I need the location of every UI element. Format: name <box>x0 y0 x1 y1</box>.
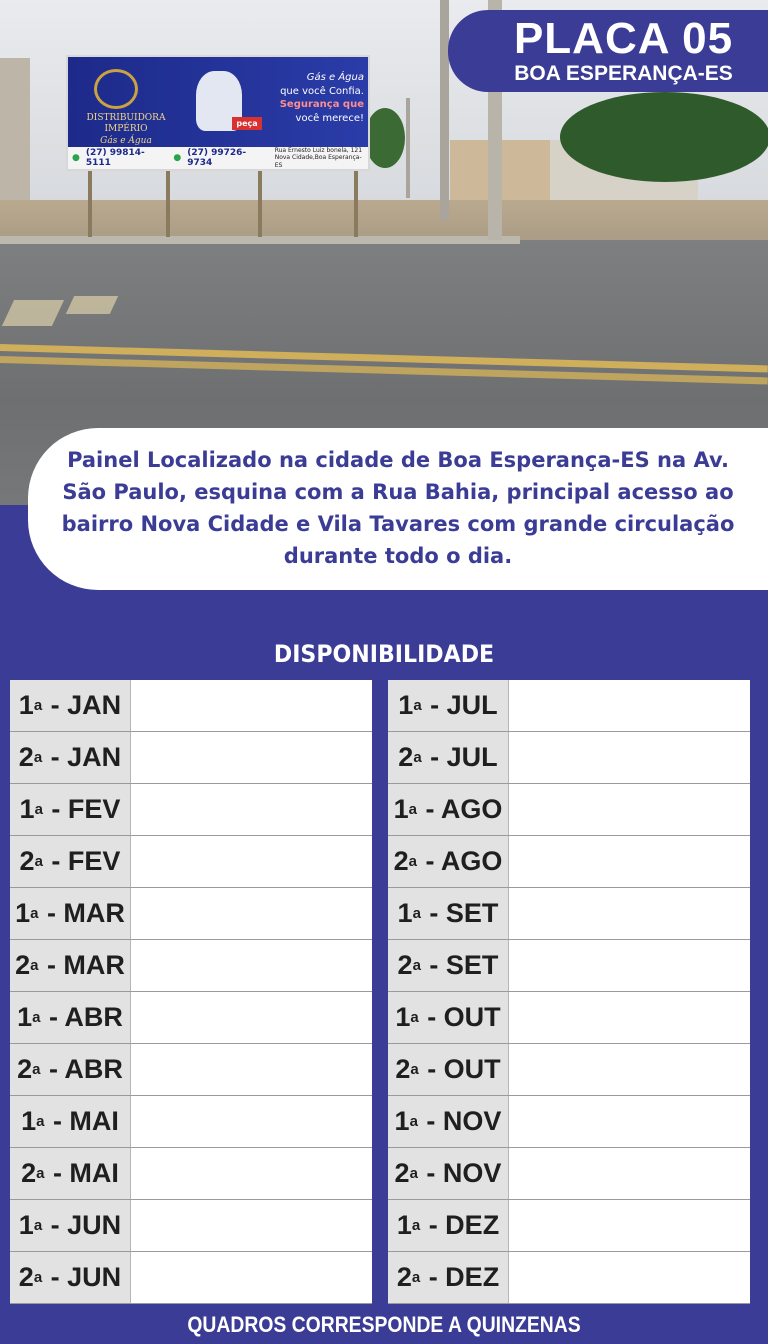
availability-row <box>388 888 750 940</box>
availability-slot <box>508 888 750 939</box>
crown-logo-icon <box>94 69 138 109</box>
ordinal-mark: a <box>412 905 421 922</box>
ordinal-mark: a <box>30 957 39 974</box>
availability-row <box>388 992 750 1044</box>
fortnight-label <box>388 1096 508 1147</box>
fortnight-number: 2 <box>396 1262 412 1292</box>
fortnight-number: 1 <box>393 794 409 824</box>
photo-crosswalk-2 <box>66 296 118 314</box>
fortnight-label <box>10 992 130 1043</box>
availability-slot <box>130 1044 372 1095</box>
fortnight-month: - ABR <box>41 1054 123 1084</box>
placa-header <box>448 10 768 92</box>
availability-slot <box>130 784 372 835</box>
fortnight-number: 2 <box>398 742 414 772</box>
fortnight-label <box>10 732 130 783</box>
availability-slot <box>508 1252 750 1303</box>
availability-slot <box>508 1148 750 1199</box>
fortnight-month: - JUN <box>43 1210 122 1240</box>
fortnight-number: 2 <box>397 950 413 980</box>
ordinal-mark: a <box>409 1165 418 1182</box>
ordinal-mark: a <box>410 1061 419 1078</box>
availability-row <box>10 1044 372 1096</box>
billboard-leg <box>258 171 262 237</box>
billboard-phone-1: (27) 99814-5111 <box>85 148 145 168</box>
billboard-slogan-line: Segurança que <box>279 99 364 110</box>
ordinal-mark: a <box>34 853 43 870</box>
fortnight-label <box>10 1252 130 1303</box>
availability-slot <box>508 732 750 783</box>
ordinal-mark: a <box>413 749 422 766</box>
ordinal-mark: a <box>36 1165 45 1182</box>
fortnight-number: 2 <box>18 1262 34 1292</box>
availability-slot <box>508 836 750 887</box>
availability-slot <box>508 1096 750 1147</box>
billboard <box>66 55 370 171</box>
ordinal-mark: a <box>411 1217 421 1234</box>
fortnight-number: 2 <box>18 742 34 772</box>
ordinal-mark: a <box>413 697 422 714</box>
fortnight-label <box>10 680 130 731</box>
fortnight-number: 1 <box>394 1106 410 1136</box>
fortnight-month: - JUL <box>422 742 498 772</box>
billboard-slogan-line: que você Confia. <box>280 85 364 97</box>
fortnight-label <box>10 1148 130 1199</box>
fortnight-label <box>388 1200 508 1251</box>
placa-city: BOA ESPERANÇA-ES <box>514 62 733 85</box>
ordinal-mark: a <box>410 1009 419 1026</box>
fortnight-month: - FEV <box>43 846 121 876</box>
whatsapp-icon: ● <box>72 153 80 163</box>
fortnight-label <box>388 1044 508 1095</box>
fortnight-month: - MAI <box>45 1106 119 1136</box>
availability-slot <box>130 1096 372 1147</box>
whatsapp-icon: ● <box>173 153 182 163</box>
billboard-brand <box>71 113 181 147</box>
fortnight-label <box>10 1200 130 1251</box>
availability-row <box>10 836 372 888</box>
photo-tree-2 <box>365 108 405 168</box>
fortnight-number: 1 <box>395 1002 411 1032</box>
fortnight-month: - MAR <box>39 898 125 928</box>
ordinal-mark: a <box>30 905 39 922</box>
fortnight-month: - AGO <box>417 794 503 824</box>
availability-row <box>10 784 372 836</box>
fortnight-month: - OUT <box>419 1002 501 1032</box>
fortnight-label <box>388 1148 508 1199</box>
availability-row <box>388 1096 750 1148</box>
fortnight-label <box>10 888 130 939</box>
availability-slot <box>130 732 372 783</box>
billboard-peca-badge: peça <box>232 117 262 130</box>
fortnight-month: - JAN <box>43 690 122 720</box>
fortnight-number: 2 <box>395 1054 411 1084</box>
photo-curb <box>0 236 520 244</box>
fortnight-label <box>10 836 130 887</box>
availability-row <box>388 732 750 784</box>
availability-slot <box>130 940 372 991</box>
fortnight-month: - AGO <box>417 846 503 876</box>
ordinal-mark: a <box>33 749 43 766</box>
fortnight-number: 2 <box>394 1158 410 1188</box>
availability-slot <box>130 992 372 1043</box>
availability-row <box>10 680 372 732</box>
billboard-brand-tagline: Gás e Água <box>100 135 152 146</box>
fortnight-label <box>388 888 508 939</box>
description-text: Painel Localizado na cidade de Boa Esperança-ES na Av. São Paulo, esquina com a Rua Bahia, principal acesso ao bairro Nova Cidade e Vila Tavares com grande circulação durante todo o dia. <box>61 448 735 568</box>
fortnight-label <box>388 732 508 783</box>
fortnight-month: - ABR <box>41 1002 123 1032</box>
availability-row <box>388 836 750 888</box>
billboard-leg <box>166 171 170 237</box>
availability-row <box>388 940 750 992</box>
availability-row <box>388 784 750 836</box>
fortnight-number: 1 <box>18 690 34 720</box>
fortnight-month: - JUL <box>422 690 498 720</box>
fortnight-month: - SET <box>421 898 499 928</box>
fortnight-number: 1 <box>18 1210 34 1240</box>
fortnight-label <box>388 1252 508 1303</box>
fortnight-number: 1 <box>15 898 31 928</box>
availability-row <box>10 1252 372 1304</box>
availability-row <box>388 680 750 732</box>
fortnight-month: - NOV <box>418 1158 502 1188</box>
footer-note: QUADROS CORRESPONDE A QUINZENAS <box>187 1312 581 1337</box>
fortnight-label <box>388 836 508 887</box>
availability-slot <box>130 1148 372 1199</box>
ordinal-mark: a <box>33 1217 43 1234</box>
fortnight-label <box>388 784 508 835</box>
fortnight-label <box>388 992 508 1043</box>
availability-slot <box>130 836 372 887</box>
fortnight-number: 1 <box>398 690 414 720</box>
billboard-address: Rua Ernesto Luiz bonela, 121 Nova Cidade,Boa Esperança-ES <box>274 147 363 169</box>
fortnight-number: 1 <box>396 1210 412 1240</box>
fortnight-number: 2 <box>19 846 35 876</box>
availability-row <box>388 1044 750 1096</box>
availability-row <box>10 1200 372 1252</box>
fortnight-month: - MAR <box>39 950 125 980</box>
availability-slot <box>130 1200 372 1251</box>
ordinal-mark: a <box>33 697 43 714</box>
availability-slot <box>508 784 750 835</box>
fortnight-number: 2 <box>15 950 31 980</box>
fortnight-month: - DEZ <box>421 1210 500 1240</box>
fortnight-number: 1 <box>19 794 35 824</box>
fortnight-month: - NOV <box>418 1106 502 1136</box>
ordinal-mark: a <box>36 1113 45 1130</box>
availability-row <box>10 940 372 992</box>
availability-column-right <box>388 680 750 1304</box>
fortnight-month: - DEZ <box>421 1262 500 1292</box>
ordinal-mark: a <box>34 801 43 818</box>
fortnight-number: 2 <box>21 1158 37 1188</box>
fortnight-number: 2 <box>17 1054 33 1084</box>
availability-row <box>10 992 372 1044</box>
fortnight-label <box>388 680 508 731</box>
availability-row <box>10 1148 372 1200</box>
fortnight-label <box>10 784 130 835</box>
ordinal-mark: a <box>408 801 417 818</box>
photo-pole-3 <box>406 98 410 198</box>
fortnight-month: - MAI <box>45 1158 119 1188</box>
billboard-phone-2: (27) 99726-9734 <box>187 148 247 168</box>
fortnight-month: - JUN <box>43 1262 122 1292</box>
availability-slot <box>508 940 750 991</box>
placa-title: PLACA 05 <box>513 14 734 63</box>
billboard-slogan-line: Gás e Água <box>306 72 364 83</box>
availability-row <box>10 1096 372 1148</box>
fortnight-month: - JAN <box>43 742 122 772</box>
ordinal-mark: a <box>32 1009 41 1026</box>
fortnight-month: - OUT <box>419 1054 501 1084</box>
fortnight-month: - FEV <box>43 794 121 824</box>
availability-slot <box>508 1200 750 1251</box>
fortnight-label <box>10 1044 130 1095</box>
availability-row <box>10 732 372 784</box>
description-card <box>28 428 768 590</box>
ordinal-mark: a <box>32 1061 41 1078</box>
ordinal-mark: a <box>412 957 421 974</box>
availability-slot <box>508 680 750 731</box>
availability-slot <box>508 1044 750 1095</box>
ordinal-mark: a <box>409 1113 418 1130</box>
availability-row <box>10 888 372 940</box>
billboard-leg <box>88 171 92 237</box>
availability-row <box>388 1148 750 1200</box>
photo-pole <box>440 0 449 220</box>
fortnight-number: 2 <box>393 846 409 876</box>
availability-slot <box>130 888 372 939</box>
billboard-leg <box>354 171 358 237</box>
billboard-contact-strip <box>68 147 368 169</box>
fortnight-number: 1 <box>397 898 413 928</box>
fortnight-label <box>388 940 508 991</box>
photo-tree <box>560 92 768 182</box>
fortnight-label <box>10 940 130 991</box>
ordinal-mark: a <box>408 853 417 870</box>
billboard-slogan-line: você merece! <box>295 112 364 124</box>
availability-title: DISPONIBILIDADE <box>273 640 495 668</box>
ordinal-mark: a <box>411 1269 421 1286</box>
availability-row <box>388 1252 750 1304</box>
fortnight-number: 1 <box>21 1106 37 1136</box>
availability-slot <box>130 680 372 731</box>
billboard-slogan <box>244 71 364 125</box>
billboard-brand-name: DISTRIBUIDORA IMPÉRIO <box>86 113 166 135</box>
fortnight-label <box>10 1096 130 1147</box>
availability-column-left <box>10 680 372 1304</box>
availability-slot <box>508 992 750 1043</box>
ordinal-mark: a <box>33 1269 43 1286</box>
photo-building-left <box>0 58 30 208</box>
fortnight-month: - SET <box>421 950 499 980</box>
availability-slot <box>130 1252 372 1303</box>
availability-row <box>388 1200 750 1252</box>
fortnight-number: 1 <box>17 1002 33 1032</box>
